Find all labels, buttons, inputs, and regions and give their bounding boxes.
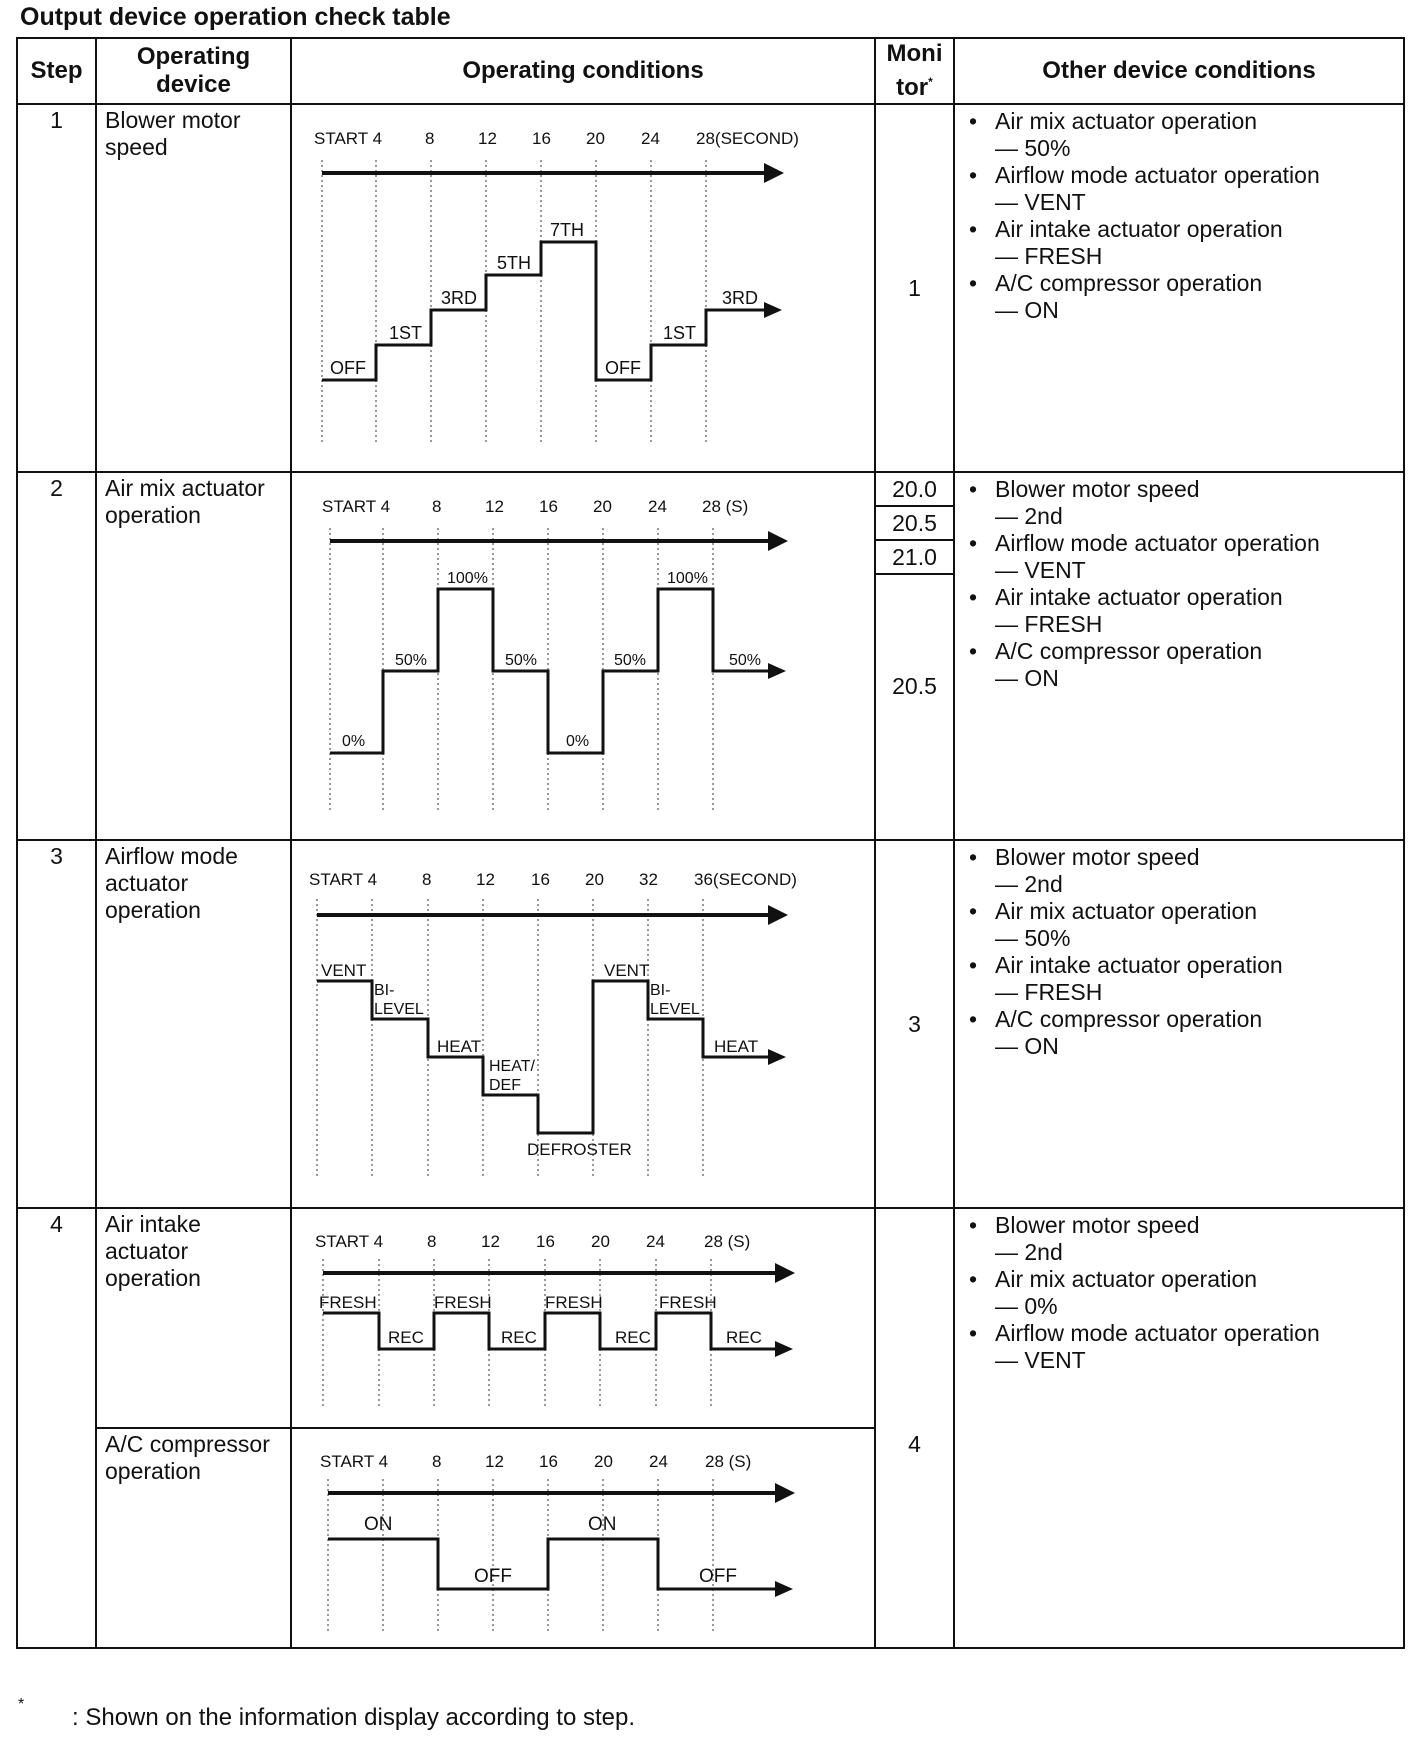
header-monitor-sup: * xyxy=(928,75,933,89)
tick-label: 16 xyxy=(539,497,558,516)
monitor-value: 1 xyxy=(875,104,954,472)
tick-label: 28 (S) xyxy=(705,1452,752,1471)
level-label: 7TH xyxy=(550,220,585,240)
gridlines xyxy=(328,1479,713,1634)
tick-label: 16 xyxy=(539,1452,558,1471)
table-row xyxy=(17,104,1404,472)
level-label: LEVEL xyxy=(374,1001,424,1018)
list-item: • Air mix actuator operation — 50% xyxy=(965,898,1397,952)
level-label: 3RD xyxy=(722,288,759,308)
device-line: Airflow mode xyxy=(105,843,238,869)
table-row xyxy=(17,472,1404,840)
device-line: Blower motor xyxy=(105,107,241,133)
step-number: 2 xyxy=(17,472,96,840)
list-item: • Blower motor speed — 2nd xyxy=(965,844,1397,898)
tick-label: START 4 xyxy=(322,497,391,516)
header-row xyxy=(17,38,1404,104)
list-item: • Air intake actuator operation — FRESH xyxy=(965,216,1397,270)
tick-label: START 4 xyxy=(309,870,378,889)
operating-device xyxy=(96,472,291,840)
level-label: VENT xyxy=(604,961,650,980)
header-monitor xyxy=(875,38,954,104)
tick-label: 24 xyxy=(646,1232,665,1251)
level-label: DEF xyxy=(489,1077,521,1094)
level-label: REC xyxy=(615,1328,651,1347)
monitor-step-value: 21.0 xyxy=(876,541,953,575)
level-label: FRESH xyxy=(319,1293,377,1312)
header-step: Step xyxy=(17,38,96,104)
device-line: Air intake actuator xyxy=(105,1211,201,1264)
tick-label: 16 xyxy=(536,1232,555,1251)
list-item: • A/C compressor operation — ON xyxy=(965,270,1397,324)
tick-label: 24 xyxy=(648,497,667,516)
arrow-head xyxy=(768,905,788,925)
tick-label: 12 xyxy=(485,497,504,516)
list-item: • Airflow mode actuator operation — VENT xyxy=(965,530,1397,584)
list-item: • A/C compressor operation — ON xyxy=(965,638,1397,692)
arrow-head xyxy=(768,531,788,551)
operating-conditions xyxy=(291,840,875,1208)
tick-label: 24 xyxy=(649,1452,668,1471)
air-mix-level-line xyxy=(330,589,768,753)
level-label: HEAT/ xyxy=(489,1058,535,1075)
device-line: operation xyxy=(105,502,201,528)
list-item: • Airflow mode actuator operation — VENT xyxy=(965,1320,1397,1374)
monitor-value xyxy=(875,1208,954,1648)
tick-label: 28(SECOND) xyxy=(696,129,799,148)
list-item: • Air intake actuator operation — FRESH xyxy=(965,584,1397,638)
arrow-head xyxy=(775,1483,795,1503)
air-intake-timing-chart xyxy=(292,1209,876,1427)
tick-label: 36(SECOND) xyxy=(694,870,797,889)
level-label: 50% xyxy=(395,652,428,669)
operating-device xyxy=(96,1428,291,1648)
level-label: 1ST xyxy=(389,323,423,343)
arrow-head xyxy=(768,663,786,679)
level-label: VENT xyxy=(321,961,367,980)
arrow-head xyxy=(768,1049,786,1065)
monitor-step-value: 20.5 xyxy=(876,507,953,541)
level-label: OFF xyxy=(330,358,366,378)
list-item: • Air mix actuator operation — 50% xyxy=(965,108,1397,162)
tick-label: 8 xyxy=(432,1452,442,1471)
tick-label: 16 xyxy=(532,129,551,148)
level-label: REC xyxy=(501,1328,537,1347)
tick-label: 24 xyxy=(641,129,660,148)
tick-label: START 4 xyxy=(314,129,383,148)
monitor-step-value: 4 xyxy=(908,1431,921,1457)
arrow-head xyxy=(775,1581,793,1597)
arrow-head xyxy=(775,1263,795,1283)
tick-label: 20 xyxy=(593,497,612,516)
tick-label: 12 xyxy=(485,1452,504,1471)
tick-label: 12 xyxy=(481,1232,500,1251)
other-conditions xyxy=(954,104,1404,472)
header-monitor-b: tor xyxy=(896,74,929,101)
header-device: Operating device xyxy=(96,38,291,104)
tick-label: 8 xyxy=(425,129,435,148)
level-label: 5TH xyxy=(497,253,532,273)
tick-label: 8 xyxy=(422,870,432,889)
monitor-final-value: 20.5 xyxy=(892,673,937,699)
operating-conditions xyxy=(291,472,875,840)
tick-label: 12 xyxy=(476,870,495,889)
table-row xyxy=(17,1208,1404,1428)
tick-label: 32 xyxy=(639,870,658,889)
list-item: • Airflow mode actuator operation — VENT xyxy=(965,162,1397,216)
level-label: HEAT xyxy=(714,1037,759,1056)
level-label: FRESH xyxy=(434,1293,492,1312)
air-mix-timing-chart xyxy=(292,473,876,839)
device-line: actuator operation xyxy=(105,870,201,923)
level-label: OFF xyxy=(699,1566,737,1587)
step-number: 1 xyxy=(17,104,96,472)
device-line: A/C compressor xyxy=(105,1431,270,1457)
tick-label: 28 (S) xyxy=(704,1232,751,1251)
operation-check-table xyxy=(16,37,1405,1649)
gridlines xyxy=(322,160,706,445)
device-line: operation xyxy=(105,1458,201,1484)
monitor-value xyxy=(875,472,954,840)
monitor-step-value: 20.0 xyxy=(876,473,953,507)
level-label: 50% xyxy=(729,652,762,669)
level-label: REC xyxy=(726,1328,762,1347)
ac-compressor-timing-chart xyxy=(292,1429,876,1647)
other-conditions xyxy=(954,840,1404,1208)
level-label: BI- xyxy=(650,982,671,999)
arrow-head xyxy=(775,1341,793,1357)
header-other: Other device conditions xyxy=(954,38,1404,104)
gridlines xyxy=(317,899,703,1176)
header-monitor-a: Moni xyxy=(886,40,943,67)
level-label: 50% xyxy=(614,652,647,669)
level-label: 3RD xyxy=(441,288,478,308)
level-label: 100% xyxy=(667,570,708,587)
level-label: OFF xyxy=(474,1566,512,1587)
tick-label: 16 xyxy=(531,870,550,889)
level-label: OFF xyxy=(605,358,641,378)
device-line: Air mix actuator xyxy=(105,475,265,501)
level-label: LEVEL xyxy=(650,1001,700,1018)
list-item: • A/C compressor operation — ON xyxy=(965,1006,1397,1060)
operating-device xyxy=(96,840,291,1208)
level-label: FRESH xyxy=(545,1293,603,1312)
tick-label: 20 xyxy=(591,1232,610,1251)
tick-label: 20 xyxy=(594,1452,613,1471)
list-item: • Air intake actuator operation — FRESH xyxy=(965,952,1397,1006)
table-row xyxy=(17,840,1404,1208)
airflow-mode-timing-chart xyxy=(292,841,876,1207)
level-label: DEFROSTER xyxy=(527,1140,632,1159)
level-label: 50% xyxy=(505,652,538,669)
tick-label: 20 xyxy=(586,129,605,148)
tick-label: 8 xyxy=(427,1232,437,1251)
operating-conditions xyxy=(291,1428,875,1648)
level-label: 0% xyxy=(342,733,366,750)
operating-conditions xyxy=(291,1208,875,1428)
step-number: 3 xyxy=(17,840,96,1208)
monitor-value: 3 xyxy=(875,840,954,1208)
list-item: • Air mix actuator operation — 0% xyxy=(965,1266,1397,1320)
other-conditions xyxy=(954,472,1404,840)
tick-label: 28 (S) xyxy=(702,497,749,516)
tick-label: START 4 xyxy=(315,1232,384,1251)
header-conditions: Operating conditions xyxy=(291,38,875,104)
level-label: BI- xyxy=(374,982,395,999)
level-label: 0% xyxy=(566,733,590,750)
operating-device xyxy=(96,104,291,472)
level-label: 100% xyxy=(447,570,488,587)
list-item: • Blower motor speed — 2nd xyxy=(965,476,1397,530)
level-label: 1ST xyxy=(663,323,697,343)
device-line: speed xyxy=(105,134,168,160)
tick-label: 8 xyxy=(432,497,442,516)
other-conditions xyxy=(954,1208,1404,1648)
level-label: HEAT xyxy=(437,1037,482,1056)
step-number: 4 xyxy=(17,1208,96,1648)
footnote-text: : Shown on the information display according to step. xyxy=(72,1704,635,1731)
operating-conditions xyxy=(291,104,875,472)
tick-label: 12 xyxy=(478,129,497,148)
level-label: ON xyxy=(588,1514,617,1535)
level-label: REC xyxy=(388,1328,424,1347)
list-item: • Blower motor speed — 2nd xyxy=(965,1212,1397,1266)
blower-level-line xyxy=(322,242,764,380)
tick-label: 20 xyxy=(585,870,604,889)
arrow-head xyxy=(764,163,784,183)
operating-device xyxy=(96,1208,291,1428)
tick-label: START 4 xyxy=(320,1452,389,1471)
blower-timing-chart xyxy=(292,105,876,471)
footnote-mark: * xyxy=(18,1696,25,1713)
device-line: operation xyxy=(105,1265,201,1291)
level-label: FRESH xyxy=(659,1293,717,1312)
arrow-head xyxy=(764,302,782,318)
level-label: ON xyxy=(364,1514,393,1535)
page-title: Output device operation check table xyxy=(20,3,451,31)
